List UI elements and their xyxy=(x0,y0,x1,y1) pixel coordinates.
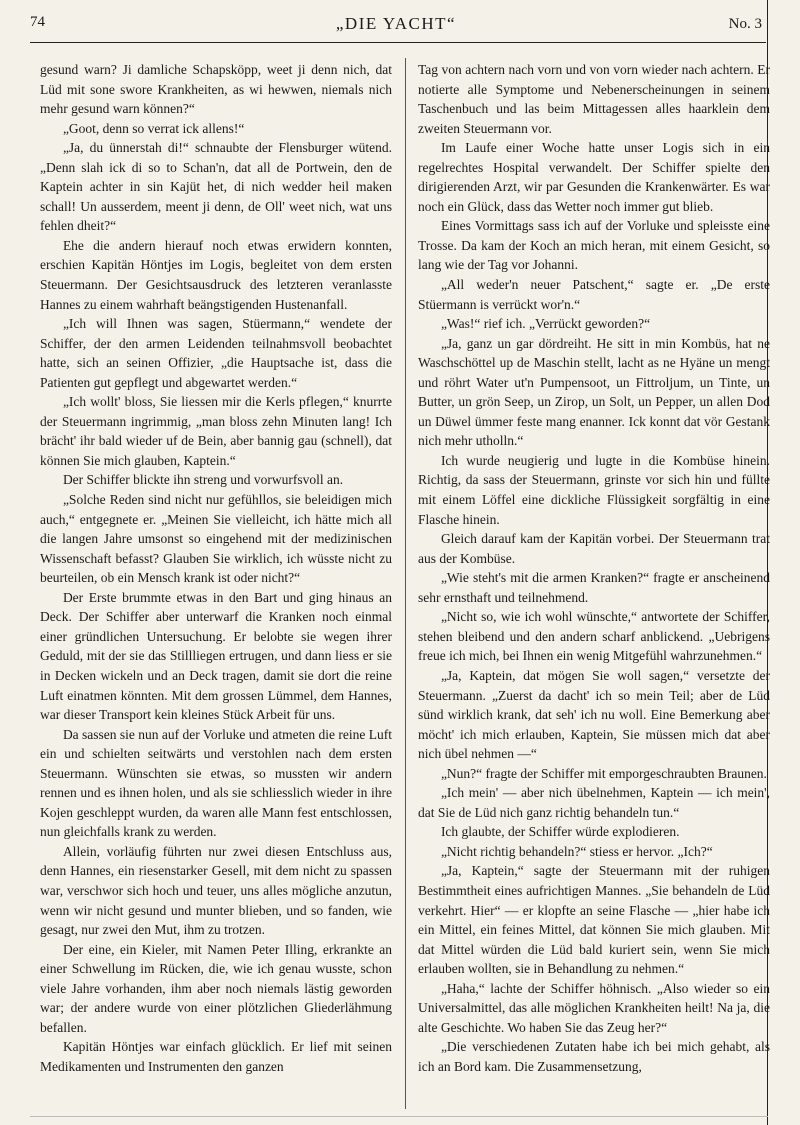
paragraph: Der eine, ein Kieler, mit Namen Peter Illing, erkrankte an einer Schwellung im Rücken, die, wie ich genau wusste, schon viele Jahre vorhanden, ihm aber noch niemals lästig geworden war; der andere wurde von einer plötzlichen Gliederlähmung befallen. xyxy=(40,941,392,1035)
paragraph: Kapitän Höntjes war einfach glücklich. Er lief mit seinen Medikamenten und Instrumenten den ganzen xyxy=(40,1039,392,1074)
paragraph: „Ja, du ünnerstah di!“ schnaubte der Flensburger wütend. „Denn slah ick di so to Schan'n, dat all de Portwein, den de Kaptein achter in sin Kajüt het, di nich wedder heil maken schall! Un ausserdem, meent ji denn, de Oll' weet nich, wat uns fehlen dheit?“ xyxy=(40,140,392,234)
paragraph: „Nicht richtig behandeln?“ stiess er hervor. „Ich?“ xyxy=(440,843,713,859)
paragraph: „Ich wollt' bloss, Sie liessen mir die Kerls pflegen,“ knurrte der Steuermann ingrimmig, „man bloss zehn Minuten lang! Ich brächt' ihr bald wieder uf de Bein, aber bannig gau (schnell), dat können Sie mich glauben, Kaptein.“ xyxy=(40,394,392,468)
paragraph: „Ich mein' — aber nich übelnehmen, Kaptein — ich mein', dat Sie de Lüd nich ganz richtig behandeln tun.“ xyxy=(418,785,770,820)
paragraph: „Goot, denn so verrat ick allens!“ xyxy=(62,120,245,136)
paragraph: Da sassen sie nun auf der Vorluke und atmeten die reine Luft ein und schielten seitwärts und verstohlen nach dem ersten Steuermann. Wünschten sie etwas, so mussten wir andern rennen und es ihnen holen, und als sie schliesslich wieder in ihre Kojen geschleppt wurden, da waren alle Mann fest entschlossen, nun gleichfalls krank zu werden. xyxy=(40,726,392,840)
paragraph: gesund warn? Ji damliche Schapsköpp, weet ji denn nich, dat Lüd mit sone swore Krankheiten, as wi hewwen, niemals nich mehr gesund warn können?“ xyxy=(40,62,392,117)
paragraph: „All weder'n neuer Patschent,“ sagte er. „De erste Stüermann is verrückt wor'n.“ xyxy=(418,277,770,312)
page-frame-bottom xyxy=(30,1116,768,1117)
page-header xyxy=(30,14,762,40)
paragraph: „Ja, Kaptein,“ sagte der Steuermann mit der ruhigen Bestimmtheit eines aufrichtigen Mannes. „Sie behandeln de Lüd verkehrt. Hier“ — er klopfte an seine Flasche — „hier habe ich ein Mittel, ein feines Mittel, dat können Sie mich glauben. Mit dat Mittel würden die Lüd bald kuriert sein, wenn Sie mich erlauben wollten, sie in Behandlung zu nehmen.“ xyxy=(418,863,770,977)
left-column xyxy=(40,60,392,1111)
journal-title: „DIE YACHT“ xyxy=(335,14,457,33)
issue-number: No. 3 xyxy=(728,16,762,32)
paragraph: „Nun?“ fragte der Schiffer mit emporgeschraubten Braunen. xyxy=(440,765,767,781)
paragraph: Ich wurde neugierig und lugte in die Kombüse hinein. Richtig, da sass der Steuermann, grinste vor sich hin und füllte mit einem Löffel eine dickliche Flüssigkeit sorgfältig in eine Flasche hinein. xyxy=(418,452,770,527)
paragraph: „Wie steht's mit die armen Kranken?“ fragte er anscheinend sehr ernsthaft und teilnehmend. xyxy=(418,570,770,605)
paragraph: „Nicht so, wie ich wohl wünschte,“ antwortete der Schiffer, stehen bleibend und den andern scharf anblickend. „Uebrigens freue ich mich, bei Ihnen ein wenig Mitgefühl wahrzunehmen.“ xyxy=(418,609,770,664)
paragraph: Ehe die andern hierauf noch etwas erwidern konnten, erschien Kapitän Höntjes im Logis, begleitet von dem ersten Steuermann. Der Gesichtsausdruck des letzteren veranlasste Hannes zu einem wahrhaft beängstigenden Hustenanfall. xyxy=(40,237,392,312)
header-rule xyxy=(30,42,766,43)
paragraph: Der Erste brummte etwas in den Bart und ging hinaus an Deck. Der Schiffer aber unterwarf die Kranken noch einmal einer gründlichen Untersuchung. Er belobte sie wegen ihrer Geduld, mit der sie das Stillliegen ertrugen, und dann liess er sie in Decken wickeln und an Deck tragen, damit sie dort die reine Luft einatmen könnten. Mit dem grossen Lümmel, dem Hannes, war dieser Transport kein kleines Stück Arbeit für uns. xyxy=(40,589,392,723)
column-divider xyxy=(405,58,406,1109)
paragraph: Eines Vormittags sass ich auf der Vorluke und spleisste eine Trosse. Da kam der Koch an mich heran, mit einem Gesicht, so lang wie der Tag vor Johanni. xyxy=(418,218,770,273)
paragraph: Im Laufe einer Woche hatte unser Logis sich in ein regelrechtes Hospital verwandelt. Der Schiffer spielte den dirigierenden Arzt, wir par Gesunden die Krankenwärter. Es war noch ein Glück, dass das Wetter noch immer gut blieb. xyxy=(418,140,770,214)
paragraph: Der Schiffer blickte ihn streng und vorwurfsvoll an. xyxy=(62,472,344,488)
paragraph: „Solche Reden sind nicht nur gefühllos, sie beleidigen mich auch,“ entgegnete er. „Meinen Sie vielleicht, ich hätte mich all die langen Jahre umsonst so eingehend mit der medizinischen Wissenschaft befasst? Glauben Sie wirklich, ich wüsste nicht zu beurteilen, ob ein Mensch krank ist oder nicht?“ xyxy=(40,492,392,586)
paragraph: „Was!“ rief ich. „Verrückt geworden?“ xyxy=(440,316,651,332)
page-number: 74 xyxy=(30,14,45,30)
paragraph: Allein, vorläufig führten nur zwei diesen Entschluss aus, denn Hannes, ein riesenstarker Gesell, mit dem nicht zu spassen war, verschwor sich hoch und teuer, uns alles mögliche anzutun, wenn wir nicht gesund und munter blieben, und so fanden, wie gesagt, nur zwei den Mut, ihm zu trotzen. xyxy=(40,843,392,938)
paragraph: „Die verschiedenen Zutaten habe ich bei mich gehabt, als ich an Bord kam. Die Zusammensetzung, xyxy=(418,1039,770,1074)
right-column xyxy=(418,60,770,1111)
paragraph: „Ja, ganz un gar dördreiht. He sitt in min Kombüs, hat ne Waschschöttel up de Maschin stellt, lacht as ne Hyäne un mengt und röhrt Water ut'n Pumpensoot, un Fittroljum, un Tinte, un Butter, un grön Seep, un Zirop, un Solt, un Pepper, un allen Dod un Düwel ümmer feste mang enanner. Ick konnt dat vör Gestank nich mehr utholln.“ xyxy=(418,335,770,449)
paragraph: „Haha,“ lachte der Schiffer höhnisch. „Also wieder so ein Universalmittel, das alle möglichen Krankheiten heilt! Na ja, die alte Geschichte. Wo haben Sie das Zeug her?“ xyxy=(418,980,770,1035)
paragraph: Gleich darauf kam der Kapitän vorbei. Der Steuermann trat aus der Kombüse. xyxy=(418,531,770,566)
paragraph: Tag von achtern nach vorn und von vorn wieder nach achtern. Er notierte alle Symptome und Nebenerscheinungen in seinem Taschenbuch und las beim Mittagessen alles haarklein dem zweiten Steuermann vor. xyxy=(418,62,770,136)
paragraph: „Ich will Ihnen was sagen, Stüermann,“ wendete der Schiffer, der den armen Leidenden teilnahmsvoll beobachtet hatte, sich an seinen Offizier, „die Hauptsache ist, dass die Patienten gut gepflegt und abgewartet werden.“ xyxy=(40,316,392,390)
paragraph: Ich glaubte, der Schiffer würde explodieren. xyxy=(440,824,680,840)
paragraph: „Ja, Kaptein, dat mögen Sie woll sagen,“ versetzte der Steuermann. „Zuerst da dacht' ich so mein Teil; aber de Lüd sünd wirklich krank, dat seh' ich nu woll. Eine Bemerkung aber möcht' ich mich erlauben, Kaptein, Sie müssen mich dat aber nich übel nehmen —“ xyxy=(418,667,770,762)
